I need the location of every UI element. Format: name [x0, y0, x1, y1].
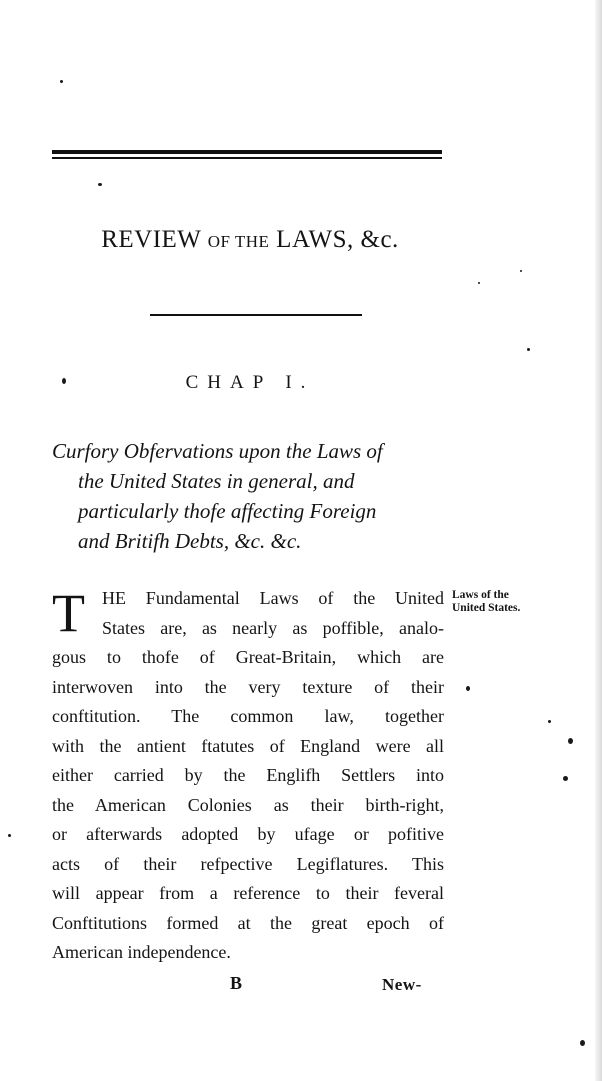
body-line: Conftitutions formed at the great epoch of: [52, 912, 444, 933]
margin-note-line: Laws of the: [452, 589, 509, 601]
body-line: the American Colonies as their birth-right,: [52, 794, 444, 815]
body-line: either carried by the Englifh Settlers into: [52, 765, 444, 785]
title-part-2: LAWS, &c.: [276, 226, 399, 253]
subtitle-line: the United States in general, and: [78, 469, 355, 493]
scan-speck: [60, 80, 63, 83]
subtitle-line: Curfory Obfervations upon the Laws of: [52, 439, 383, 463]
margin-note: [452, 589, 562, 615]
margin-note-line: United States.: [452, 602, 521, 614]
scan-speck: [466, 686, 470, 691]
page-edge-shadow: [595, 0, 602, 1081]
drop-cap: T: [52, 583, 85, 643]
page-title: [0, 226, 500, 254]
scan-speck: [580, 1040, 585, 1046]
body-line: or afterwards adopted by ufage or pofitive: [52, 824, 444, 844]
scan-speck: [98, 183, 102, 186]
chapter-subtitle: [52, 436, 444, 556]
scan-speck: [478, 282, 480, 284]
scan-speck: [527, 348, 530, 351]
body-line: conftitution. The common law, together: [52, 706, 444, 726]
body-line: interwoven into the very texture of their: [52, 676, 444, 697]
signature-mark: B: [230, 973, 243, 993]
subtitle-line: particularly thofe affecting Foreign: [78, 499, 377, 523]
body-line: will appear from a reference to their feveral: [52, 883, 444, 903]
body-line: gous to thofe of Great-Britain, which are: [52, 647, 444, 667]
catchword: New-: [382, 975, 422, 994]
body-line: acts of their refpective Legiflatures. This: [52, 853, 444, 874]
header-rule-thin: [52, 157, 442, 159]
title-part-1: REVIEW: [101, 226, 201, 253]
scan-speck: [8, 834, 11, 837]
scan-speck: [62, 378, 66, 384]
body-line: American independence.: [52, 942, 231, 962]
scan-speck: [568, 738, 573, 744]
subtitle-line: and Britifh Debts, &c. &c.: [78, 529, 302, 553]
scan-speck: [520, 270, 522, 272]
body-line: HE Fundamental Laws of the United: [102, 588, 444, 608]
body-line: with the antient ftatutes of England were all: [52, 735, 444, 756]
body-paragraph: [52, 584, 444, 968]
scan-speck: [548, 720, 551, 723]
title-connector: OF THE: [207, 232, 270, 251]
body-line: States are, as nearly as poffible, analo-: [102, 617, 444, 638]
header-rule-thick: [52, 150, 442, 154]
title-rule: [150, 314, 362, 316]
chapter-heading: CHAP I.: [185, 372, 315, 393]
scan-speck: [563, 776, 568, 781]
